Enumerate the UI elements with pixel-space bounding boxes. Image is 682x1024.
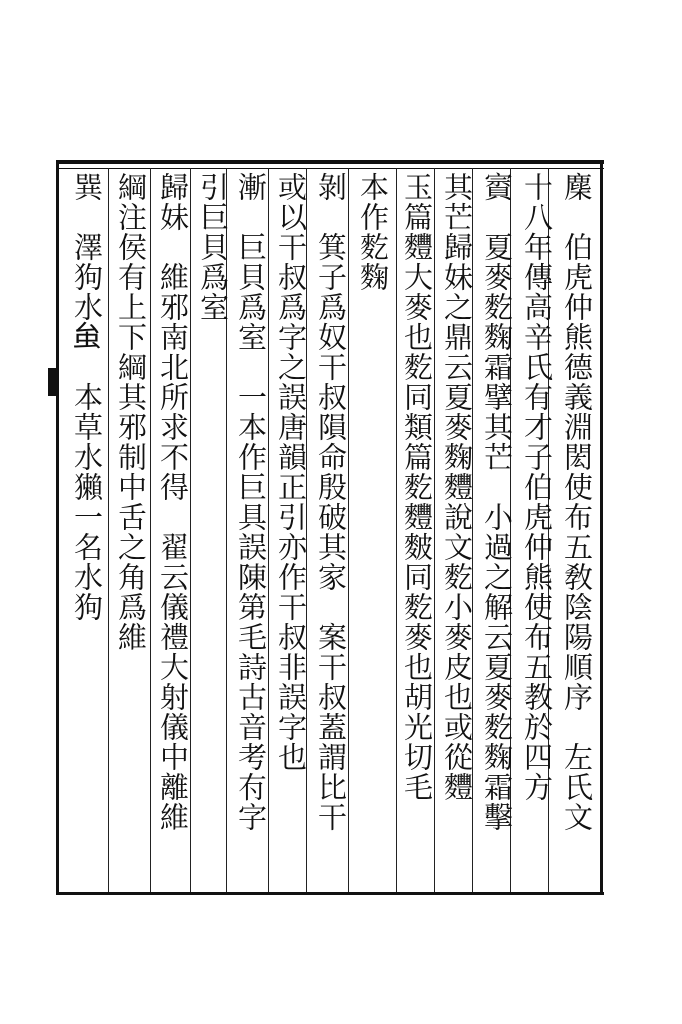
text-column-8: 或以干叔爲字之誤唐韻正引亦作干叔非誤字也 xyxy=(274,172,308,772)
text-column-1: 䴢 伯虎仲熊德義淵閎使布五敎陰陽順序 左氏文 xyxy=(560,172,594,832)
column-divider xyxy=(108,168,109,892)
text-column-4: 其芒歸妹之鼎云夏麥麴麷說文麧小麥皮也或從麷 xyxy=(440,172,474,802)
text-column-6: 本作麧麴 xyxy=(356,172,390,292)
text-column-9: 漸 巨貝爲室 一本作巨具誤陳第毛詩古音考𠕇字 xyxy=(234,172,268,832)
text-column-3: 賨 夏麥麧麴霜擘其芒 小過之解云夏麥麧麴霜擊 xyxy=(480,172,514,832)
text-column-13: 巽 澤狗水𧈧 本草水獺一名水狗 xyxy=(70,172,104,622)
column-divider xyxy=(396,168,397,892)
top-border xyxy=(56,160,604,164)
text-column-10: 引巨貝爲室 xyxy=(196,172,230,322)
text-column-12: 綱注侯有上下綱其邪制中舌之角爲維 xyxy=(114,172,148,652)
margin-mark xyxy=(48,368,58,396)
top-border-inner xyxy=(56,168,604,169)
text-column-7: 剝 箕子爲奴干叔隕命殷破其家 案干叔蓋謂比干 xyxy=(314,172,348,832)
text-column-5: 玉篇麷大麥也麧同類篇麧麷麬同麧麥也胡光切毛 xyxy=(400,172,434,802)
text-column-11: 歸妹 維邪南北所求不得 翟云儀禮大射儀中離維 xyxy=(156,172,190,832)
column-divider xyxy=(150,168,151,892)
bottom-border xyxy=(56,892,604,895)
right-border xyxy=(600,160,603,895)
text-column-2: 十八年傳高辛氏有才子伯虎仲熊使布五教於四方 xyxy=(520,172,554,802)
left-border xyxy=(56,160,59,895)
